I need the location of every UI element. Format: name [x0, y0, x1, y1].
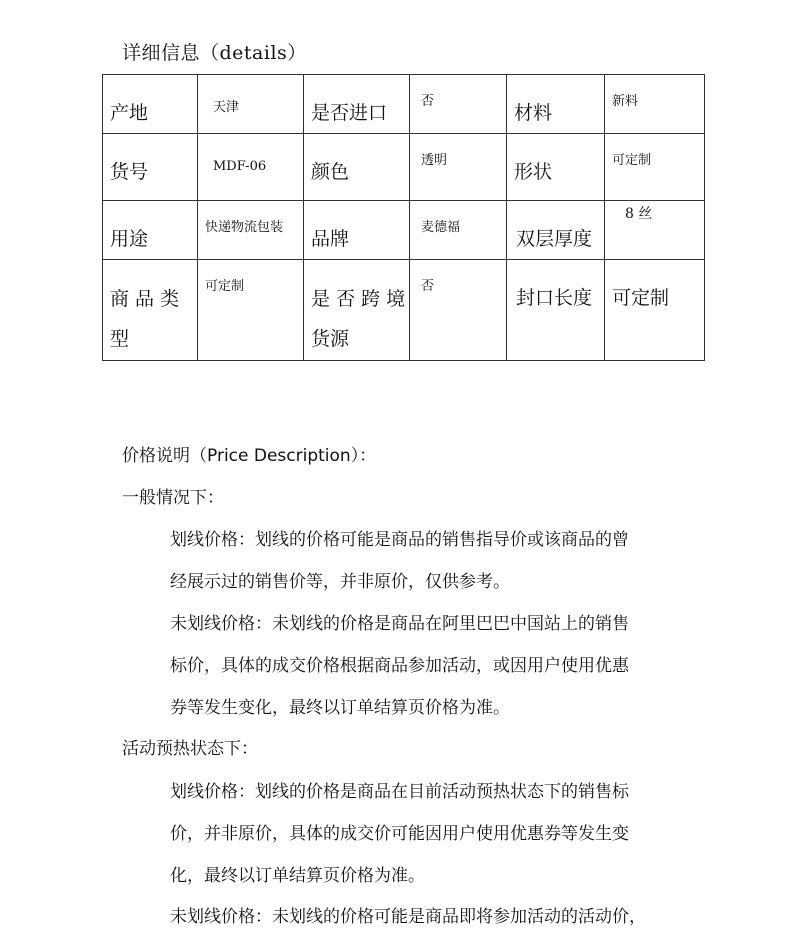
spec-label-cell	[103, 134, 198, 201]
spec-value-cell	[410, 260, 507, 361]
spec-value-cell	[605, 134, 705, 201]
spec-value: MDF-06	[213, 159, 267, 174]
spec-value: 否	[421, 279, 435, 294]
spec-label: 封口长度	[516, 287, 593, 309]
paragraph-line: 划线价格：划线的价格是商品在目前活动预热状态下的销售标	[170, 782, 629, 802]
spec-value: 可定制	[612, 287, 670, 309]
paragraph-line: 标价，具体的成交价格根据商品参加活动，或因用户使用优惠	[170, 656, 629, 676]
spec-label: 形状	[514, 161, 553, 183]
spec-value-cell	[198, 201, 304, 260]
price-heading-en: Price Description	[207, 446, 351, 466]
spec-value: 新料	[612, 94, 639, 109]
spec-label: 用途	[110, 228, 149, 250]
price-heading	[122, 444, 376, 468]
spec-label: 产地	[110, 102, 149, 124]
table-row	[103, 75, 705, 134]
table-row	[103, 201, 705, 260]
spec-label-cell	[103, 75, 198, 134]
spec-value-cell	[198, 260, 304, 361]
spec-label: 货源	[311, 328, 350, 350]
preheat-case-title: 活动预热状态下：	[122, 739, 258, 759]
spec-label-cell	[507, 134, 605, 201]
price-heading-end: ）：	[350, 446, 377, 466]
spec-label-cell	[507, 260, 605, 361]
spec-label: 商 品 类	[110, 288, 180, 310]
spec-value-cell	[605, 75, 705, 134]
spec-value-cell	[410, 134, 507, 201]
spec-label-cell	[507, 75, 605, 134]
normal-case-title: 一般情况下：	[122, 488, 224, 508]
paragraph-line: 价，并非原价，具体的成交价可能因用户使用优惠券等发生变	[170, 824, 629, 844]
spec-label: 品牌	[311, 228, 350, 250]
spec-label-cell	[304, 134, 410, 201]
spec-label-cell	[304, 75, 410, 134]
spec-value-cell	[605, 260, 705, 361]
spec-value: 可定制	[612, 153, 652, 168]
table-row	[103, 260, 705, 361]
spec-value: 麦德福	[421, 220, 461, 235]
details-title: 详细信息（details）	[122, 42, 307, 64]
spec-table	[102, 74, 705, 361]
paragraph-line: 券等发生变化，最终以订单结算页价格为准。	[170, 698, 510, 718]
spec-label: 双层厚度	[516, 228, 593, 250]
spec-value: 可定制	[205, 279, 245, 294]
paragraph-line: 划线价格：划线的价格可能是商品的销售指导价或该商品的曾	[170, 530, 629, 550]
price-heading-cn: 价格说明（	[122, 446, 207, 466]
spec-label: 货号	[110, 161, 149, 183]
paragraph-line: 化，最终以订单结算页价格为准。	[170, 866, 425, 886]
spec-label-cell	[103, 260, 198, 361]
spec-label: 颜色	[311, 161, 350, 183]
spec-value: 天津	[213, 100, 240, 115]
spec-label: 是否进口	[311, 102, 388, 124]
table-row	[103, 134, 705, 201]
spec-label-cell	[304, 260, 410, 361]
spec-label: 材料	[514, 102, 553, 124]
spec-value-cell	[605, 201, 705, 260]
spec-label-cell	[304, 201, 410, 260]
spec-value: 8 丝	[625, 206, 653, 222]
paragraph-line: 未划线价格：未划线的价格是商品在阿里巴巴中国站上的销售	[170, 614, 629, 634]
spec-value-cell	[410, 201, 507, 260]
spec-value-cell	[410, 75, 507, 134]
spec-label-cell	[507, 201, 605, 260]
spec-value-cell	[198, 75, 304, 134]
spec-value: 快递物流包装	[205, 220, 284, 235]
paragraph-line: 经展示过的销售价等，并非原价，仅供参考。	[170, 572, 510, 592]
paragraph-line: 未划线价格：未划线的价格可能是商品即将参加活动的活动价，	[170, 907, 646, 927]
spec-label-cell	[103, 201, 198, 260]
spec-label: 是 否 跨 境	[311, 288, 406, 310]
spec-value: 透明	[421, 153, 448, 168]
spec-value: 否	[421, 94, 435, 109]
spec-value-cell	[198, 134, 304, 201]
spec-label: 型	[110, 328, 130, 350]
